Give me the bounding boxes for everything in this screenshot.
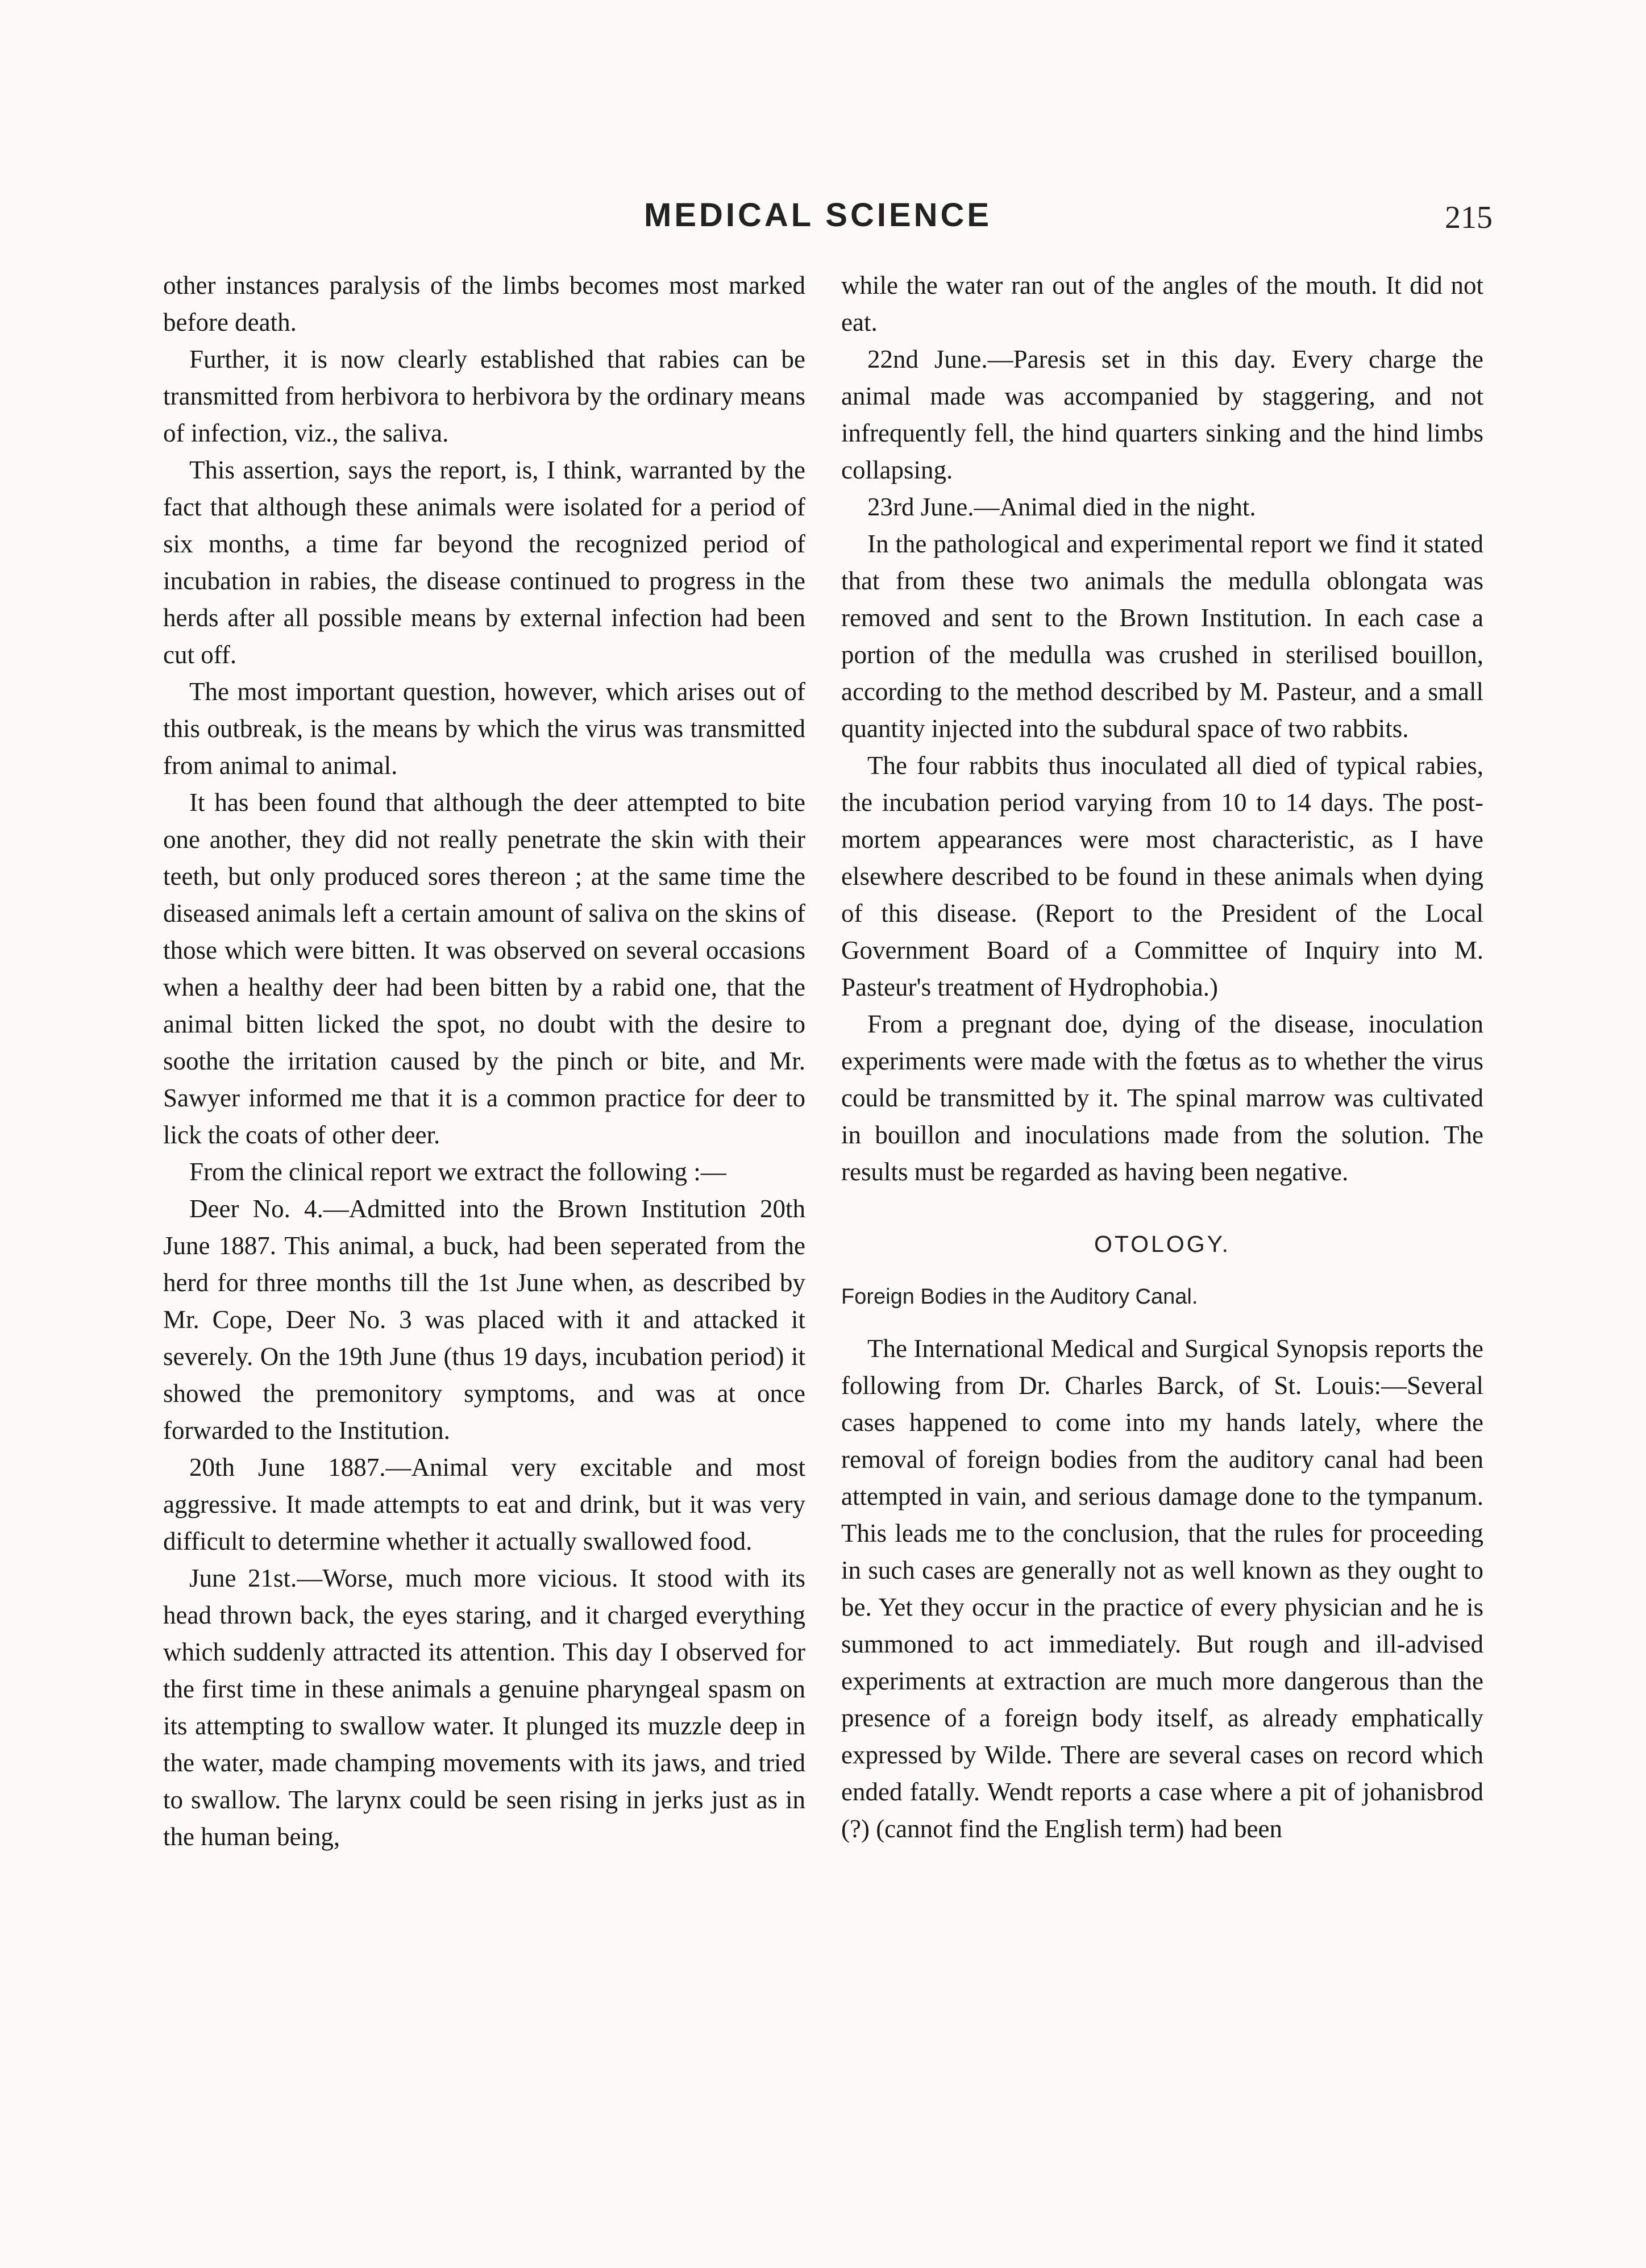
paragraph: 22nd June.—Paresis set in this day. Every charge the animal made was accompanied by staggering, and not infrequently fell, the hind quarters sinking and the hind limbs collapsing.: [841, 345, 1483, 484]
paragraph: The four rabbits thus inoculated all died of typical rabies, the incubation period varying from 10 to 14 days. The post-mortem appearances were most characteristic, as I have elsewhere described to be found in these animals when dying of this disease. (Report to the President of the Local Government Board of a Committee of Inquiry into M. Pasteur's treatment of Hydrophobia.): [841, 751, 1483, 1001]
paragraph: From the clinical report we extract the following :—: [189, 1158, 726, 1186]
paragraph: The most important question, however, which arises out of this outbreak, is the means by which the virus was transmitted from animal to animal.: [163, 677, 805, 780]
paragraph: The International Medical and Surgical Synopsis reports the following from Dr. Charles Barck, of St. Louis:—Several cases happened to come into my hands lately, where the removal of foreign bodies from the auditory canal had been attempted in vain, and serious damage done to the tympanum. This leads me to the conclusion, that the rules for proceeding in such cases are generally not as well known as they ought to be. Yet they occur in the practice of every physician and he is summoned to act immediately. But rough and ill-advised experiments at extraction are much more dangerous than the presence of a foreign body itself, as already emphatically expressed by Wilde. There are several cases on record which ended fatally. Wendt reports a case where a pit of johanisbrod (?) (cannot find the English term) had been: [841, 1334, 1483, 1843]
paragraph: other instances paralysis of the limbs becomes most marked before death.: [163, 271, 805, 336]
paragraph: In the pathological and experimental report we find it stated that from these two animals the medulla oblongata was removed and sent to the Brown Institution. In each case a portion of the medulla was crushed in sterilised bouillon, according to the method described by M. Pasteur, and a small quantity injected into the subdural space of two rabbits.: [841, 530, 1483, 743]
page-header: [0, 196, 1646, 242]
paragraph: From a pregnant doe, dying of the disease, inoculation experiments were made with the fœtus as to whether the virus could be transmitted by it. The spinal marrow was cultivated in bouillon and inoculations made from the solution. The results must be regarded as having been negative.: [841, 1010, 1483, 1186]
section-heading: OTOLOGY.: [1094, 1231, 1231, 1257]
page-number: 215: [1445, 200, 1493, 235]
paragraph: Further, it is now clearly established that rabies can be transmitted from herbivora to herbivora by the ordinary means of infection, viz., the saliva.: [163, 345, 805, 447]
paragraph: while the water ran out of the angles of the mouth. It did not eat.: [841, 271, 1483, 336]
paragraph: Deer No. 4.—Admitted into the Brown Institution 20th June 1887. This animal, a buck, had been seperated from the herd for three months till the 1st June when, as described by Mr. Cope, Deer No. 3 was placed with it and attacked it severely. On the 19th June (thus 19 days, incubation period) it showed the premonitory symptoms, and was at once forwarded to the Institution.: [163, 1195, 805, 1445]
right-column: [841, 267, 1483, 1847]
paragraph: June 21st.—Worse, much more vicious. It stood with its head thrown back, the eyes staring, and it charged everything which suddenly attracted its attention. This day I observed for the first time in these animals a genuine pharyngeal spasm on its attempting to swallow water. It plunged its muzzle deep in the water, made champing movements with its jaws, and tried to swallow. The larynx could be seen rising in jerks just as in the human being,: [163, 1564, 805, 1851]
paragraph: It has been found that although the deer attempted to bite one another, they did not really penetrate the skin with their teeth, but only produced sores thereon ; at the same time the diseased animals left a certain amount of saliva on the skins of those which were bitten. It was observed on several occasions when a healthy deer had been bitten by a rabid one, that the animal bitten licked the spot, no doubt with the desire to soothe the irritation caused by the pinch or bite, and Mr. Sawyer informed me that it is a common practice for deer to lick the coats of other deer.: [163, 788, 805, 1149]
running-head: MEDICAL SCIENCE: [644, 197, 992, 234]
paragraph: 20th June 1887.—Animal very excitable and most aggressive. It made attempts to eat and drink, but it was very difficult to determine whether it actually swallowed food.: [163, 1453, 805, 1555]
paragraph: 23rd June.—Animal died in the night.: [867, 493, 1256, 521]
section-subheading: Foreign Bodies in the Auditory Canal.: [841, 1285, 1198, 1309]
left-column: [163, 267, 805, 1855]
paragraph: This assertion, says the report, is, I think, warranted by the fact that although these animals were isolated for a period of six months, a time far beyond the recognized period of incubation in rabies, the disease continued to progress in the herds after all possible means by external infection had been cut off.: [163, 456, 805, 669]
